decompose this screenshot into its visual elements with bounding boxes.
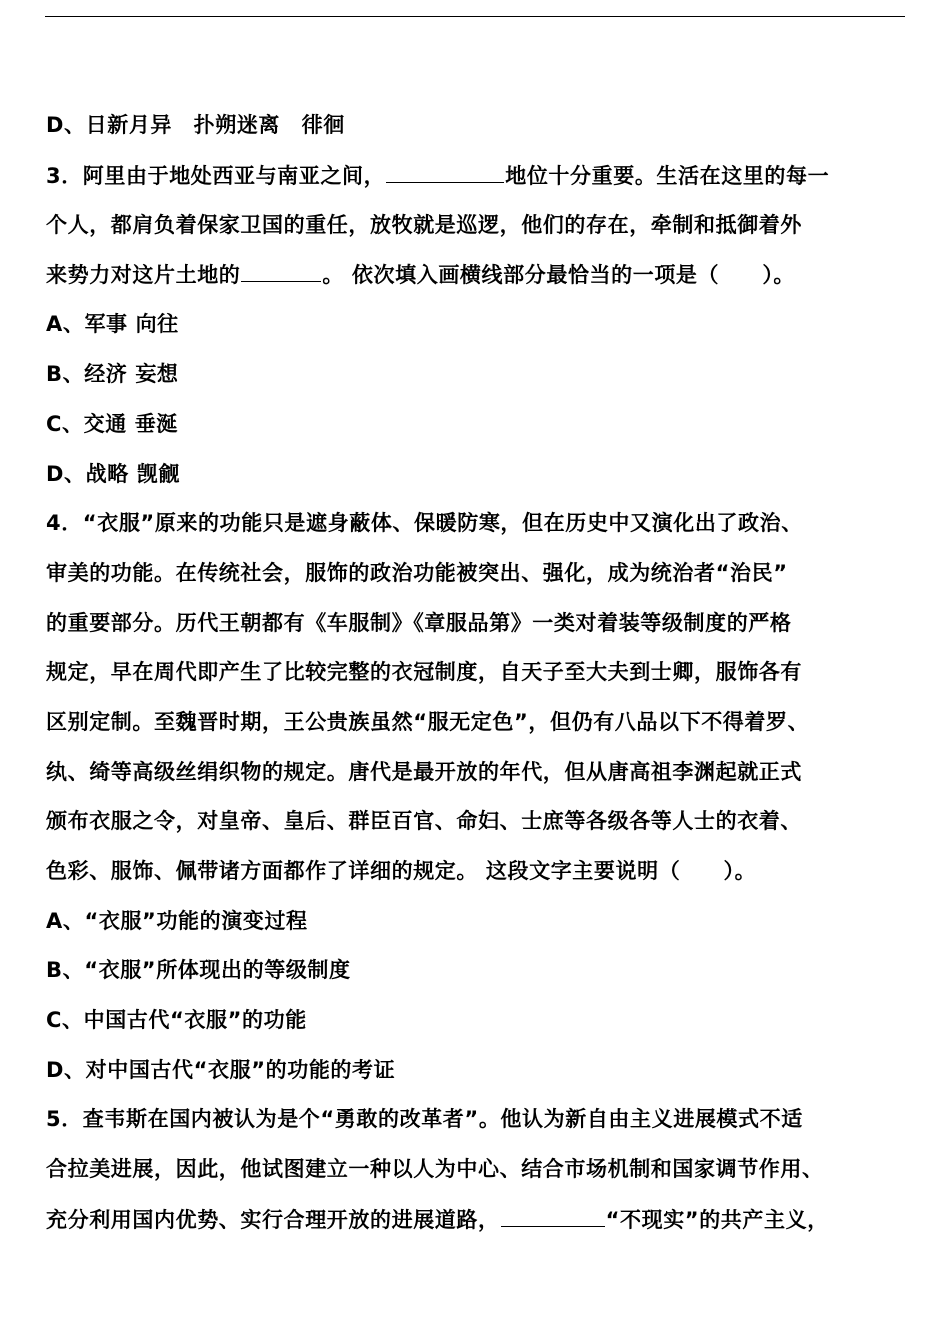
q3-option-d: D、战略 觊觎	[46, 462, 180, 486]
q5-stem-line-2: 合拉美进展，因此，他试图建立一种以人为中心、结合市场机制和国家调节作用、	[46, 1157, 824, 1181]
q3-option-b: B、经济 妄想	[46, 362, 179, 386]
header-rule	[45, 16, 905, 17]
q4-stem-line-2: 审美的功能。在传统社会，服饰的政治功能被突出、强化，成为统治者“治民”	[46, 561, 788, 585]
q3-blank-2	[241, 259, 321, 282]
q4-option-a: A、“衣服”功能的演变过程	[46, 909, 308, 933]
q5-stem-line-1: 5．查韦斯在国内被认为是个“勇敢的改革者”。他认为新自由主义进展模式不适	[46, 1107, 803, 1131]
q3-stem-text-c: 来势力对这片土地的	[46, 263, 241, 287]
q5-stem-line-3	[46, 1204, 829, 1234]
q3-option-c: C、交通 垂涎	[46, 412, 178, 436]
q4-stem-line-1: 4．“衣服”原来的功能只是遮身蔽体、保暖防寒，但在历史中又演化出了政治、	[46, 511, 803, 535]
q3-stem-line-1	[46, 160, 829, 190]
q5-stem-text-b: “不现实”的共产主义，	[605, 1208, 829, 1232]
q3-stem-text-d: 。 依次填入画横线部分最恰当的一项是（ ）。	[322, 263, 796, 287]
q5-stem-text-a: 充分利用国内优势、实行合理开放的进展道路，	[46, 1208, 500, 1232]
q3-stem-text-a: 3．阿里由于地处西亚与南亚之间，	[46, 164, 386, 188]
q4-option-c: C、中国古代“衣服”的功能	[46, 1008, 307, 1032]
q3-stem-line-2: 个人，都肩负着保家卫国的重任，放牧就是巡逻，他们的存在，牵制和抵御着外	[46, 213, 802, 237]
q3-option-a: A、军事 向往	[46, 312, 179, 336]
q2-option-d: D、日新月异 扑朔迷离 徘徊	[46, 113, 345, 137]
q3-stem-line-3	[46, 259, 795, 289]
q4-option-b: B、“衣服”所体现出的等级制度	[46, 958, 351, 982]
q4-stem-line-7: 颁布衣服之令，对皇帝、皇后、群臣百官、命妇、士庶等各级各等人士的衣着、	[46, 809, 802, 833]
q4-option-d: D、对中国古代“衣服”的功能的考证	[46, 1058, 396, 1082]
q3-stem-text-b: 地位十分重要。生活在这里的每一	[505, 164, 830, 188]
q5-blank-1	[501, 1204, 605, 1227]
q3-blank-1	[386, 160, 504, 183]
q4-stem-line-6: 纨、绮等高级丝绢织物的规定。唐代是最开放的年代，但从唐高祖李渊起就正式	[46, 760, 802, 784]
q4-stem-line-8: 色彩、服饰、佩带诸方面都作了详细的规定。 这段文字主要说明（ ）。	[46, 859, 757, 883]
q4-stem-line-4: 规定，早在周代即产生了比较完整的衣冠制度，自天子至大夫到士卿，服饰各有	[46, 660, 802, 684]
q4-stem-line-5: 区别定制。至魏晋时期，王公贵族虽然“服无定色”，但仍有八品以下不得着罗、	[46, 710, 810, 734]
q4-stem-line-3: 的重要部分。历代王朝都有《车服制》《章服品第》一类对着装等级制度的严格	[46, 611, 792, 635]
